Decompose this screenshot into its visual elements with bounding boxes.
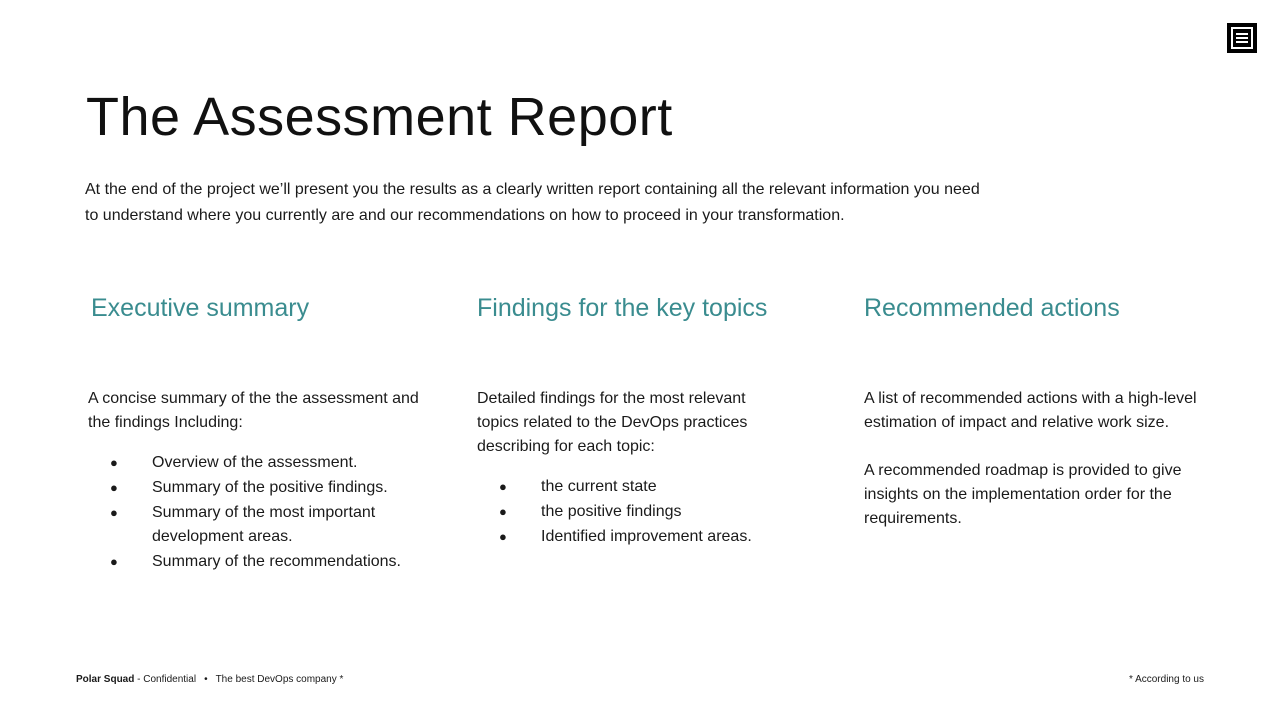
footer-tagline: The best DevOps company *: [215, 674, 344, 685]
footer-separator: •: [204, 674, 208, 685]
list-item: ● Summary of the most important development areas.: [110, 504, 376, 545]
page-title: The Assessment Report: [86, 87, 673, 147]
list-item: ● Overview of the assessment.: [110, 454, 358, 471]
footer-note: * According to us: [1128, 674, 1204, 685]
executive-summary-heading: Executive summary: [91, 294, 310, 322]
list-item: ● Summary of the positive findings.: [110, 479, 388, 496]
recommended-actions-paragraph-1: A list of recommended actions with a high-level estimation of impact and relative work size.: [864, 390, 1197, 431]
findings-paragraph: Detailed findings for the most relevant topics related to the DevOps practices describing for each topic:: [477, 390, 748, 455]
executive-summary-paragraph: A concise summary of the the assessment and the findings Including:: [88, 390, 419, 431]
polar-squad-logo-icon: [1227, 23, 1257, 53]
list-item: ● the positive findings: [499, 503, 682, 520]
footer-brand: Polar Squad: [76, 674, 135, 685]
findings-list: [477, 475, 787, 549]
recommended-actions-body: [864, 387, 1199, 531]
recommended-actions-heading: Recommended actions: [864, 294, 1120, 322]
footer-confidential: - Confidential: [134, 674, 197, 685]
findings-heading: Findings for the key topics: [477, 294, 768, 322]
intro-line-1: At the end of the project we’ll present you the results as a clearly written report containing all the relevant information you need: [85, 181, 980, 198]
list-item: ● the current state: [499, 478, 657, 495]
executive-summary-list: [88, 451, 428, 574]
list-item: ● Identified improvement areas.: [499, 528, 752, 545]
findings-body: [477, 387, 787, 550]
intro-line-2: to understand where you currently are and our recommendations on how to proceed in your transformation.: [85, 206, 845, 224]
intro-text: [85, 177, 1065, 228]
recommended-actions-paragraph-2: A recommended roadmap is provided to give insights on the implementation order for the requirements.: [864, 462, 1182, 527]
footer-left: [76, 674, 343, 685]
executive-summary-body: [88, 387, 428, 575]
list-item: ● Summary of the recommendations.: [110, 553, 401, 570]
